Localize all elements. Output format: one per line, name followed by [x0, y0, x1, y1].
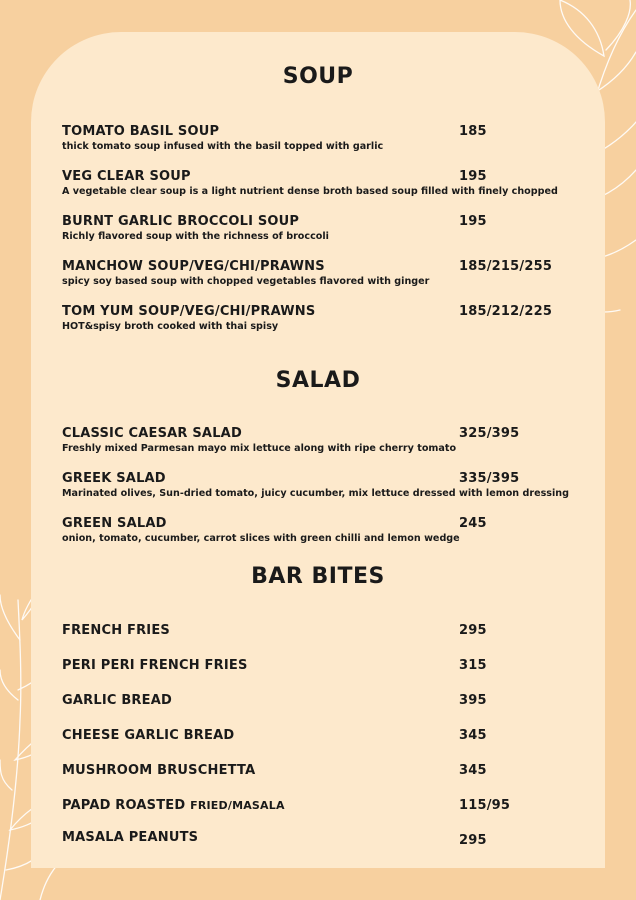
item-name-text: TOM YUM SOUP/VEG/CHI/PRAWNS — [62, 304, 316, 319]
menu-item — [62, 169, 592, 197]
item-description: Marinated olives, Sun-dried tomato, juicy cucumber, mix lettuce dressed with lemon dressing — [62, 488, 569, 499]
item-name — [62, 798, 592, 813]
item-price: 395 — [459, 693, 487, 708]
item-name — [62, 763, 592, 778]
item-name — [62, 728, 592, 743]
menu-item — [62, 798, 592, 813]
item-price: 185 — [459, 124, 487, 139]
section-title: BAR BITES — [251, 564, 385, 589]
item-price: 115/95 — [459, 798, 511, 813]
item-name — [62, 124, 592, 139]
menu-item — [62, 693, 592, 708]
item-name-text: PAPAD ROASTED — [62, 798, 186, 813]
item-name-text: GARLIC BREAD — [62, 693, 172, 708]
menu-item — [62, 124, 592, 152]
item-description: Richly flavored soup with the richness of broccoli — [62, 231, 329, 242]
item-name-text: MASALA PEANUTS — [62, 830, 199, 845]
item-name — [62, 214, 592, 229]
item-name — [62, 516, 592, 531]
menu-item — [62, 426, 592, 454]
item-price: 195 — [459, 169, 487, 184]
menu-item — [62, 728, 592, 743]
item-name-text: GREEN SALAD — [62, 516, 167, 531]
menu-item — [62, 259, 592, 287]
item-price: 195 — [459, 214, 487, 229]
item-description: HOT&spisy broth cooked with thai spisy — [62, 321, 279, 332]
item-name-text: FRENCH FRIES — [62, 623, 170, 638]
item-name — [62, 169, 592, 184]
item-price: 295 — [459, 623, 487, 638]
item-name-text: TOMATO BASIL SOUP — [62, 124, 220, 139]
menu-item — [62, 304, 592, 332]
item-name — [62, 693, 592, 708]
item-name — [62, 623, 592, 638]
menu-item — [62, 471, 592, 499]
item-name-text: BURNT GARLIC BROCCOLI SOUP — [62, 214, 300, 229]
item-price: 345 — [459, 763, 487, 778]
item-price: 295 — [459, 833, 487, 848]
item-name-text: VEG CLEAR SOUP — [62, 169, 191, 184]
menu-item — [62, 830, 592, 848]
menu-item — [62, 763, 592, 778]
item-description: onion, tomato, cucumber, carrot slices with green chilli and lemon wedge — [62, 533, 460, 544]
menu-item — [62, 623, 592, 638]
item-price: 315 — [459, 658, 487, 673]
item-price: 245 — [459, 516, 487, 531]
item-name-text: GREEK SALAD — [62, 471, 166, 486]
item-name-text: PERI PERI FRENCH FRIES — [62, 658, 248, 673]
item-description: thick tomato soup infused with the basil topped with garlic — [62, 141, 384, 152]
item-price: 325/395 — [459, 426, 520, 441]
item-name-text: MUSHROOM BRUSCHETTA — [62, 763, 256, 778]
item-name-text: CLASSIC CAESAR SALAD — [62, 426, 242, 441]
item-name — [62, 658, 592, 673]
item-name-suffix: FRIED/MASALA — [190, 799, 285, 812]
item-name — [62, 830, 592, 845]
item-name-text: CHEESE GARLIC BREAD — [62, 728, 235, 743]
menu-item — [62, 516, 592, 544]
section-title: SOUP — [282, 64, 354, 89]
item-description: spicy soy based soup with chopped vegetables flavored with ginger — [62, 276, 430, 287]
section-title: SALAD — [275, 368, 361, 393]
menu-item — [62, 658, 592, 673]
item-price: 335/395 — [459, 471, 520, 486]
item-price: 345 — [459, 728, 487, 743]
item-description: A vegetable clear soup is a light nutrient dense broth based soup filled with finely chopped — [62, 186, 558, 197]
item-description: Freshly mixed Parmesan mayo mix lettuce along with ripe cherry tomato — [62, 443, 457, 454]
item-price: 185/212/225 — [459, 304, 553, 319]
menu-item — [62, 214, 592, 242]
item-name-text: MANCHOW SOUP/VEG/CHI/PRAWNS — [62, 259, 325, 274]
item-price: 185/215/255 — [459, 259, 553, 274]
